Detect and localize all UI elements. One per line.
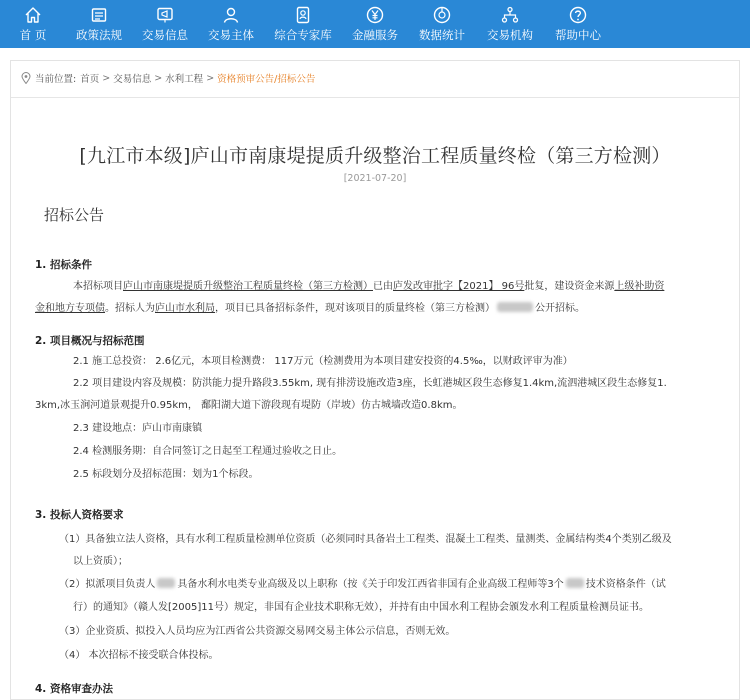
page-title: [九江市本级]庐山市南康堤提质升级整治工程质量终检（第三方检测） — [79, 145, 671, 167]
section-3-line-1: （1）具备独立法人资格，具有水利工程质量检测单位资质（必须同时具备岩土工程类、混凝土工程类、量测类、金属结构类4个类别乙级及 — [59, 534, 672, 545]
nav-label: 综合专家库 — [274, 28, 332, 42]
nav-expert-library[interactable] — [264, 0, 342, 48]
breadcrumb-home-link[interactable]: 首页 — [80, 74, 100, 85]
section-1-line-2: 金和地方专项债。招标人为庐山市水利局，项目已具备招标条件，现对该项目的质量终检（第三方检测） 公开招标。 — [35, 303, 585, 314]
section-2-line-3: 3km,冰玉涧河道景观提升0.95km， 鄱阳湖大道下游段现有堤防（岸坡）仿古城墙改造0.8km。 — [35, 400, 463, 411]
section-3-line-5: （3）企业资质、拟投入人员均应为江西省公共资源交易网交易主体公示信息，否则无效。 — [59, 626, 456, 637]
nav-label: 帮助中心 — [555, 28, 601, 42]
breadcrumb-separator: > — [154, 72, 163, 84]
nav-label: 交易主体 — [208, 28, 254, 42]
nav-help[interactable] — [544, 0, 612, 48]
nav-label: 金融服务 — [352, 28, 398, 42]
nav-statistics[interactable] — [408, 0, 476, 48]
megaphone-icon — [155, 5, 175, 25]
section-2-line-5: 2.4 检测服务期：自合同签订之日起至工程通过验收之日止。 — [73, 446, 343, 457]
yen-icon — [365, 5, 385, 25]
redacted-text — [497, 302, 533, 312]
section-2-line-6: 2.5 标段划分及招标范围：划为1个标段。 — [73, 469, 259, 480]
section-3-line-6: （4） 本次招标不接受联合体投标。 — [59, 650, 219, 661]
nav-policy[interactable] — [66, 0, 132, 48]
network-icon — [500, 5, 520, 25]
nav-institutions[interactable] — [476, 0, 544, 48]
publish-date: [2021-07-20] — [343, 173, 407, 184]
breadcrumb-trade-info-link[interactable]: 交易信息 — [113, 74, 152, 85]
breadcrumb-separator: > — [206, 72, 215, 84]
location-pin-icon — [21, 72, 31, 84]
divider — [11, 97, 739, 98]
user-icon — [221, 5, 241, 25]
section-2-heading: 2. 项目概况与招标范围 — [35, 335, 145, 347]
notice-heading: 招标公告 — [44, 206, 105, 224]
section-2-line-1: 2.1 施工总投资： 2.6亿元，本项目检测费： 117万元（检测费用为本项目建安投资的4.5‰，以财政评审为准） — [73, 356, 573, 367]
section-4-heading: 4. 资格审查办法 — [35, 683, 113, 695]
help-icon — [568, 5, 588, 25]
breadcrumb-water-link[interactable]: 水利工程 — [165, 74, 204, 85]
section-3-line-4: 行）的通知》（赣人发[2005]11号）规定，非国有企业技术职称无效），并持有由中国水利工程协会颁发水利工程质量检测员证书。 — [73, 602, 649, 613]
redacted-text — [157, 578, 175, 588]
article-container — [10, 60, 740, 700]
nav-label: 数据统计 — [419, 28, 465, 42]
id-badge-icon — [293, 5, 313, 25]
section-3-heading: 3. 投标人资格要求 — [35, 509, 124, 521]
breadcrumb-current[interactable]: 资格预审公告/招标公告 — [217, 74, 316, 85]
nav-label: 交易信息 — [142, 28, 188, 42]
section-2-line-4: 2.3 建设地点：庐山市南康镇 — [73, 423, 203, 434]
data-disk-icon — [432, 5, 452, 25]
section-1-heading: 1. 招标条件 — [35, 259, 92, 271]
nav-trade-subject[interactable] — [198, 0, 264, 48]
section-2-line-2: 2.2 项目建设内容及规模：防洪能力提升路段3.55km, 现有排涝设施改造3座，长虹港城区段生态修复1.4km,流泗港城区段生态修复1. — [73, 378, 667, 389]
section-1-line-1: 本招标项目庐山市南康堤提质升级整治工程质量终检（第三方检测）已由庐发改审批字【2021】 96号批复，建设资金来源上级补助资 — [73, 281, 665, 292]
nav-label: 政策法规 — [76, 28, 122, 42]
nav-label: 交易机构 — [487, 28, 533, 42]
home-icon — [23, 5, 43, 25]
top-navigation — [0, 0, 750, 48]
section-3-line-2: 以上资质）； — [73, 556, 128, 567]
book-icon — [89, 5, 109, 25]
nav-finance[interactable] — [342, 0, 408, 48]
breadcrumb-prefix: 当前位置: — [35, 74, 77, 85]
breadcrumb — [21, 71, 315, 85]
redacted-text — [566, 578, 584, 588]
nav-trade-info[interactable] — [132, 0, 198, 48]
nav-label: 首 页 — [19, 28, 47, 42]
section-3-line-3: （2）拟派项目负责人 具备水利水电类专业高级及以上职称（按《关于印发江西省非国有企业高级工程师等3个 技术资格条件（试 — [59, 579, 666, 590]
nav-home[interactable] — [0, 0, 66, 48]
breadcrumb-separator: > — [102, 72, 111, 84]
